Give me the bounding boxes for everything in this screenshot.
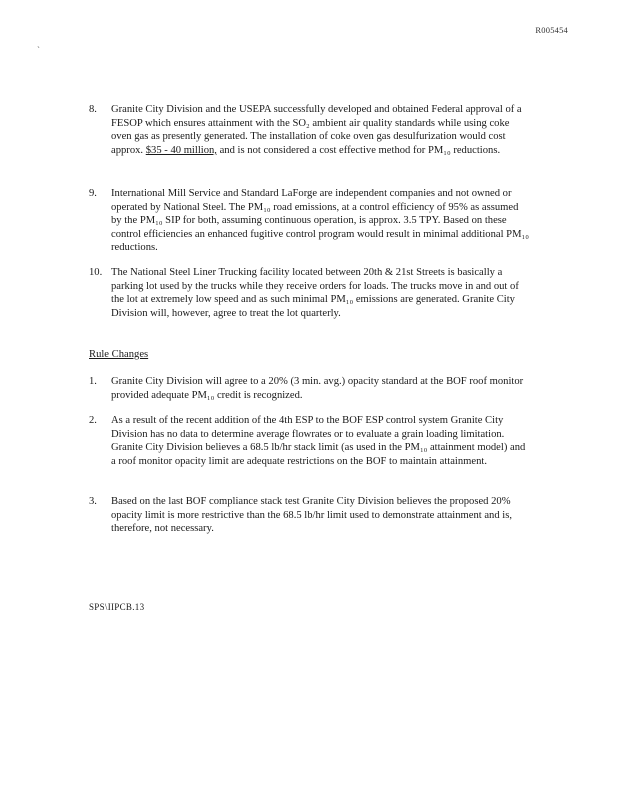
rule-change-2 (89, 414, 529, 468)
item-text: As a result of the recent addition of the 4th ESP to the BOF ESP control system Granite City Division has no data to determine average flowrates or to evaluate a grain loading limitation. Granite City Division believes a 68.5 lb/hr stack limit (as used in the PM₁₀ attainment model) and a roof monitor opacity limit are adequate restrictions on the BOF to maintain attainment. (111, 415, 526, 467)
rule-change-3 (89, 495, 529, 536)
section-heading: Rule Changes (89, 349, 149, 360)
item-text: Based on the last BOF compliance stack test Granite City Division believes the proposed 20% opacity limit is more restrictive than the 68.5 lb/hr limit used to demonstrate attainment and is, therefore, not necessary. (111, 496, 513, 535)
list-item-9 (89, 187, 529, 255)
list-item-10 (89, 266, 529, 320)
item-text: International Mill Service and Standard LaForge are independent companies and not owned or operated by National Steel. The PM₁₀ road emissions, at a control efficiency of 95% as assumed by the PM₁₀ SIP for both, assuming continuous operation, is approx. 3.5 TPY. Based on these control efficiencies an enhanced fugitive control program would result in minimal additional PM₁₀ reductions. (111, 188, 529, 254)
item-text: Granite City Division will agree to a 20% (3 min. avg.) opacity standard at the BOF roof monitor provided adequate PM₁₀ credit is recognized. (111, 376, 524, 401)
list-item-8 (89, 103, 529, 157)
item-text (111, 103, 529, 157)
scan-mark: ` (37, 45, 40, 55)
underlined-cost: $35 - 40 million, (145, 144, 217, 156)
item-number: 8. (89, 104, 97, 115)
item-text: The National Steel Liner Trucking facility located between 20th & 21st Streets is basically a parking lot used by the trucks while they receive orders for loads. The trucks move in and out of the lot at extremely low speed and as such minimal PM₁₀ emissions are generated. Granite City Division will, however, agree to treat the lot quarterly. (111, 267, 519, 319)
item-text-part: Granite City Division and the USEPA successfully developed and obtained Federal approval of a FESOP which ensures attainment with the SO₂ ambient air quality standards while using coke oven gas as presently generated. The installation of coke oven gas desulfurization would cost approx. (111, 104, 522, 156)
item-text-part: and is not considered a cost effective method for PM₁₀ reductions. (219, 144, 501, 156)
page-identifier: R005454 (535, 25, 568, 35)
item-number: 9. (89, 188, 97, 199)
item-number: 2. (89, 415, 97, 426)
rule-change-1 (89, 375, 529, 402)
item-number: 1. (89, 376, 97, 387)
document-footer-code: SPS\IIPCB.13 (89, 602, 145, 612)
item-number: 10. (89, 267, 103, 278)
item-number: 3. (89, 496, 97, 507)
